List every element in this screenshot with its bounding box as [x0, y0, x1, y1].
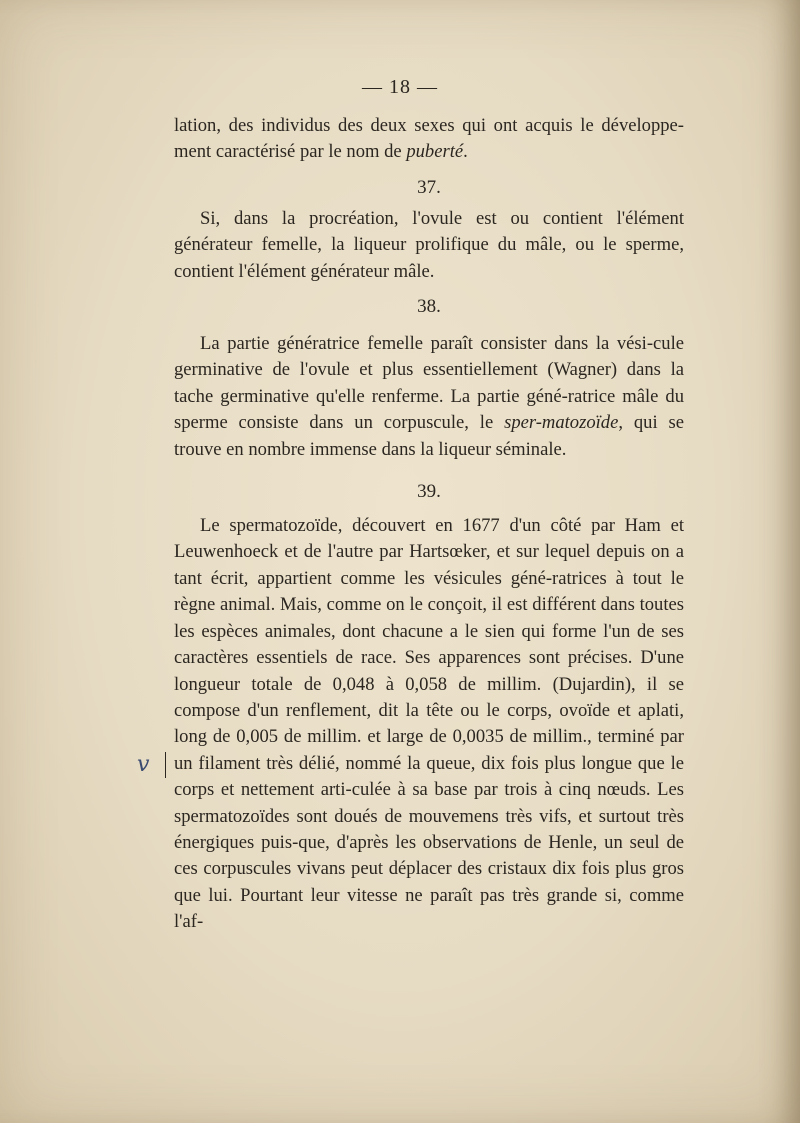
- paragraph-37: Si, dans la procréation, l'ovule est ou contient l'élément générateur femelle, la liqueur prolifique du mâle, ou le sperme, contient l'élément générateur mâle.: [174, 207, 684, 282]
- section-number-38: 38.: [417, 296, 441, 318]
- paragraph-text: lation, des individus des deux sexes qui ont acquis le développe-ment caractérisé par le nom de: [174, 115, 684, 163]
- page-number: — 18 —: [362, 76, 438, 98]
- paragraph-39: Le spermatozoïde, découvert en 1677 d'un côté par Ham et Leuwenhoeck et de l'autre par Hartsœker, et sur lequel depuis on a tant écrit, appartient comme les vésicules géné-ratrices à tout le règne animal. Mais, comme on le conçoit, il est différent dans toutes les espèces animales, dont chacune a le sien qui forme l'un de ses caractères essentiels de race. Ses apparences sont précises. D'une longueur totale de 0,048 à 0,058 de millim. (Dujardin), il se compose d'un renflement, dit la tête ou le corps, ovoïde et aplati, long de 0,005 de millim. et large de 0,0035 de millim., terminé par un filament très délié, nommé la queue, dix fois plus longue que le corps et nettement arti-culée à sa base par trois à cinq nœuds. Les spermatozoïdes sont doués de mouvemens très vifs, et surtout très énergiques puis-que, d'après les observations de Henle, un seul de ces corpuscules vivans peut déplacer des cristaux dix fois plus gros que lui. Pourtant leur vitesse ne paraît pas très grande si, comme l'af-: [174, 515, 684, 933]
- paragraph-text-end: .: [463, 141, 468, 163]
- paragraph-continued: [174, 113, 684, 166]
- paragraph-text: La partie génératrice femelle paraît consister dans la vési-cule germinative de l'ovule et plus essentiellement (Wagner) dans la tache germinative qu'elle renferme. La partie géné-ratrice mâle du sperme consiste dans un corpuscule, le: [174, 333, 684, 434]
- body-text: [174, 113, 684, 936]
- handwritten-margin-mark: v: [137, 752, 150, 777]
- section-number-37: 37.: [417, 176, 441, 198]
- paragraph-text-end: , qui se trouve en nombre immense dans la liqueur séminale.: [174, 412, 684, 460]
- emphasis-puberte: puberté: [406, 141, 464, 163]
- section-number-39: 39.: [417, 481, 441, 503]
- margin-bracket: [165, 752, 174, 778]
- paragraph-38: [174, 331, 684, 463]
- emphasis-spermatozoide: sper-matozoïde: [504, 412, 619, 434]
